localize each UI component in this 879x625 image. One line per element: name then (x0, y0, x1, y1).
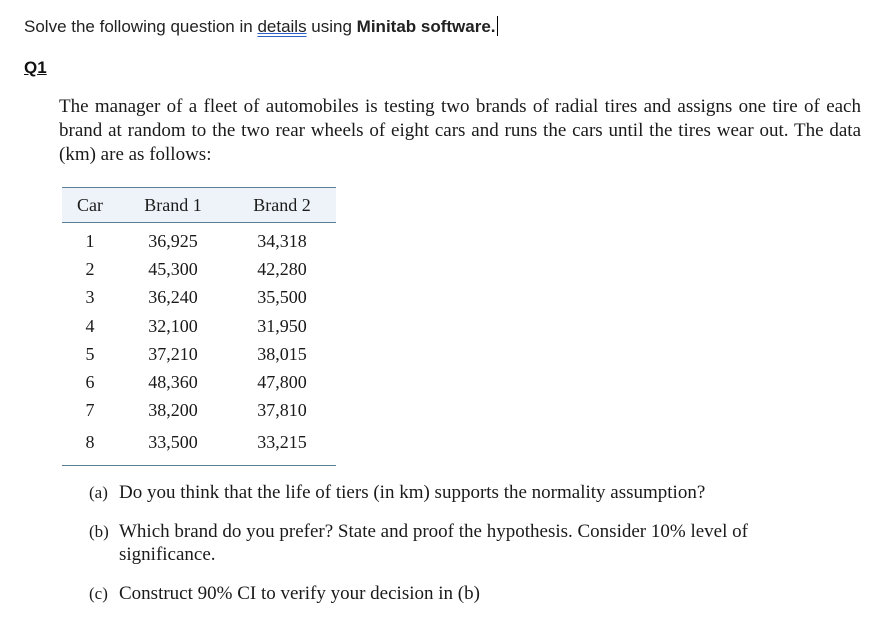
sub-question-b (89, 520, 809, 566)
cell-brand-1: 36,925 (148, 230, 198, 251)
table-row (62, 223, 336, 256)
sub-question-text: Construct 90% CI to verify your decision in (b) (119, 583, 480, 604)
cell-brand-2: 42,280 (257, 258, 307, 279)
header-brand-2: Brand 2 (228, 188, 336, 223)
cell-brand-2: 33,215 (228, 425, 336, 466)
table-row (62, 255, 336, 283)
text-cursor (497, 16, 498, 36)
cell-car: 8 (62, 425, 118, 466)
table-row (62, 425, 336, 466)
cell-brand-1: 37,210 (148, 343, 198, 364)
cell-brand-1: 36,240 (148, 287, 198, 308)
cell-brand-2: 31,950 (257, 315, 307, 336)
instruction-details-word: details (257, 17, 307, 36)
question-label: Q1 (24, 58, 47, 77)
instruction-middle: using (306, 17, 357, 36)
table-row (62, 340, 336, 368)
tire-data-table (62, 187, 336, 466)
cell-car: 2 (85, 258, 95, 279)
cell-car: 6 (85, 372, 95, 393)
cell-brand-2: 35,500 (257, 287, 307, 308)
cell-brand-1: 33,500 (118, 425, 228, 466)
cell-brand-1: 45,300 (148, 258, 198, 279)
cell-car: 7 (85, 400, 95, 421)
cell-brand-1: 38,200 (148, 400, 198, 421)
table-header-row (62, 188, 336, 223)
cell-brand-2: 47,800 (257, 372, 307, 393)
sub-question-text: Which brand do you prefer? State and proof the hypothesis. Consider 10% level of significance. (119, 521, 748, 565)
header-car: Car (62, 188, 118, 223)
sub-question-text: Do you think that the life of tiers (in km) supports the normality assumption? (119, 482, 706, 503)
cell-brand-2: 37,810 (257, 400, 307, 421)
sub-question-letter: (a) (89, 483, 108, 502)
table-row (62, 368, 336, 396)
header-brand-1: Brand 1 (118, 188, 228, 223)
sub-question-a (89, 481, 809, 504)
cell-car: 1 (85, 230, 95, 251)
cell-brand-1: 32,100 (148, 315, 198, 336)
instruction-prefix: Solve the following question in (24, 17, 258, 36)
sub-question-letter: (b) (89, 522, 109, 541)
cell-car: 5 (85, 343, 95, 364)
sub-question-letter: (c) (89, 584, 108, 603)
cell-car: 4 (85, 315, 95, 336)
cell-brand-2: 34,318 (257, 230, 307, 251)
sub-questions (89, 481, 809, 621)
instruction-software: Minitab software. (356, 17, 496, 36)
cell-brand-2: 38,015 (257, 343, 307, 364)
cell-brand-1: 48,360 (148, 372, 198, 393)
sub-question-c (89, 582, 809, 605)
table-row (62, 312, 336, 340)
question-intro: The manager of a fleet of automobiles is testing two brands of radial tires and assigns one tire of each brand at random to the two rear wheels of eight cars and runs the cars until the tires wear out. The data (km) are as follows: (59, 96, 861, 165)
table-row (62, 284, 336, 312)
table-row (62, 397, 336, 425)
cell-car: 3 (85, 287, 95, 308)
instruction-line (24, 16, 498, 37)
